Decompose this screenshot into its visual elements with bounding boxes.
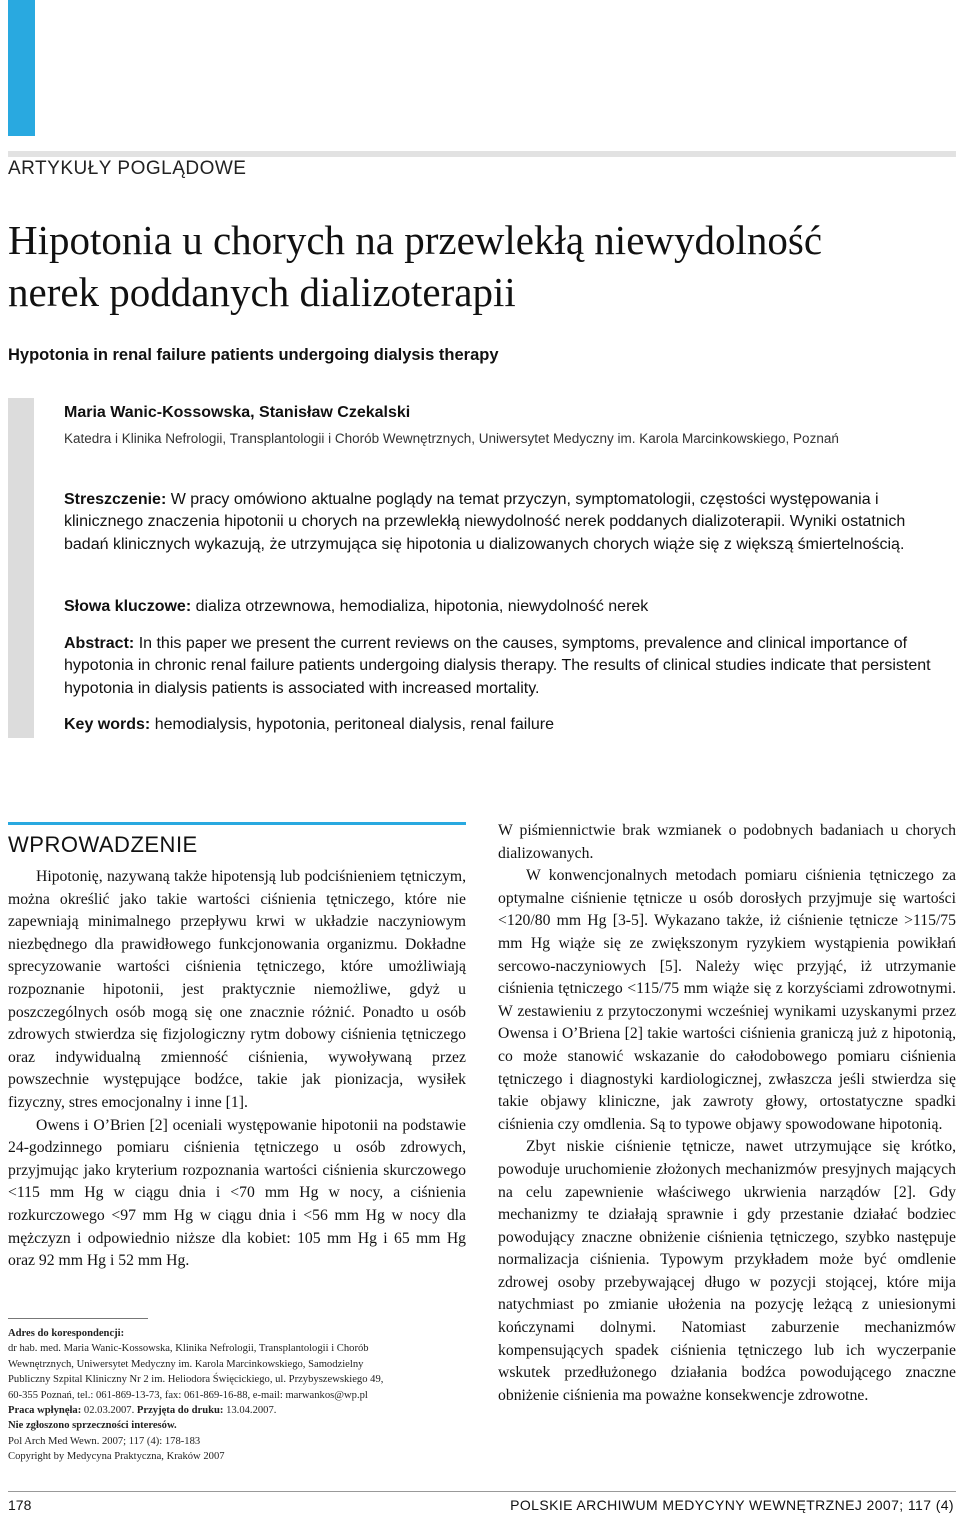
- footnote-line: 60-355 Poznań, tel.: 061-869-13-73, fax: 061-869-16-88, e-mail: marwankos@wp.pl: [8, 1389, 368, 1401]
- article-title: [8, 214, 948, 318]
- paragraph: Zbyt niskie ciśnienie tętnicze, nawet utrzymujące się krótko, powoduje uruchomienie złożonych mechanizmów presyjnych mających na celu zapewnienie właściwego ukrwienia narządów [2]. Gdy mechanizmy te działają sprawnie i gdy przestanie działać bodziec powodujący znaczne obniżenie ciśnienia tętniczego, szybko następuje normalizacja ciśnienia. Typowym przykładem może być omdlenie zdrowej osoby przebywającej długo w pozycji stojącej, które mija natychmiast po zmianie ułożenia na pozycję leżącą z uniesionymi kończynami dolnymi. Natomiast zaburzenie mechanizmów kompensujących spadek ciśnienia tętniczego lub ich wyczerpanie wskutek przedłużonego działania bodźca powodującego znaczne obniżenie ciśnienia ma poważne konsekwencje zdrowotne.: [498, 1138, 956, 1404]
- journal-footer: POLSKIE ARCHIWUM MEDYCYNY WEWNĘTRZNEJ 2007; 117 (4): [510, 1497, 954, 1513]
- abstract-text: In this paper we present the current reviews on the causes, symptoms, prevalence and clinical importance of hypotonia in chronic renal failure patients undergoing dialysis therapy. The results of clinical studies indicate that persistent hypotonia in dialysis patients is associated with increased mortality.: [64, 635, 931, 697]
- streszczenie-label: Streszczenie:: [64, 491, 167, 508]
- footnote-conflict: Nie zgłoszono sprzeczności interesów.: [8, 1420, 177, 1432]
- footnote-rule: [8, 1318, 148, 1319]
- slowa-kluczowe-text: dializa otrzewnowa, hemodializa, hipotonia, niewydolność nerek: [195, 598, 649, 615]
- section-rule: [8, 822, 466, 825]
- title-line-2: nerek poddanych dializoterapii: [8, 269, 516, 315]
- abstract-label: Abstract:: [64, 635, 135, 652]
- accent-bar: [8, 0, 35, 136]
- footnote-copyright: Copyright by Medycyna Praktyczna, Kraków 2007: [8, 1451, 225, 1463]
- streszczenie: [64, 489, 944, 556]
- footnote-line: dr hab. med. Maria Wanic-Kossowska, Klinika Nefrologii, Transplantologii i Chorób: [8, 1343, 369, 1355]
- section-label: ARTYKUŁY POGLĄDOWE: [8, 158, 247, 179]
- abstract-side-bar: [8, 398, 34, 738]
- page-number: 178: [8, 1497, 32, 1513]
- slowa-kluczowe: [64, 596, 944, 618]
- affiliation: Katedra i Klinika Nefrologii, Transplantologii i Chorób Wewnętrznych, Uniwersytet Medyczny im. Karola Marcinkowskiego, Poznań: [64, 431, 839, 446]
- footnote-line: Publiczny Szpital Kliniczny Nr 2 im. Heliodora Święcickiego, ul. Przybyszewskiego 49,: [8, 1374, 384, 1386]
- correspondence-footnote: [8, 1326, 466, 1465]
- key-words: [64, 714, 944, 736]
- paragraph: W piśmiennictwie brak wzmianek o podobnych badaniach u chorych dializowanych.: [498, 822, 956, 862]
- paragraph: Hipotonię, nazywaną także hipotensją lub podciśnieniem tętniczym, można określić jako takie wartości ciśnienia tętniczego, które nie zapewniają minimalnego przepływu krwi w układzie naczyniowym niezbędnego dla prawidłowego funkcjonowania organizmu. Dokładne sprecyzowanie wartości ciśnienia tętniczego, które umożliwiają rozpoznanie hipotonii, jest praktycznie niemożliwe, gdyż u poszczególnych osób mogą się one znacznie różnić. Ponadto u osób zdrowych stwierdza się fizjologiczny rytm dobowy ciśnienia tętniczego oraz indywidualną zmienność ciśnienia, wywoływaną przez powszechnie występujące bodźce, takie jak pionizacja, wysiłek fizyczny, stres emocjonalny i inne [1].: [8, 868, 466, 1111]
- footnote-dates: Praca wpłynęła: 02.03.2007. Przyjęta do druku: 13.04.2007.: [8, 1405, 277, 1417]
- authors: Maria Wanic-Kossowska, Stanisław Czekalski: [64, 404, 411, 421]
- abstract: [64, 633, 944, 700]
- header-rule: [8, 151, 956, 157]
- paragraph: Owens i O’Brien [2] oceniali występowanie hipotonii na podstawie 24-godzinnego pomiaru ciśnienia tętniczego u osób zdrowych, przyjmując jako kryterium rozpoznania wartości ciśnienia skurczowego <115 mm Hg w ciągu dnia i <70 mm Hg w nocy, a ciśnienia rozkurczowego <97 mm Hg w ciągu dnia i <56 mm Hg w nocy dla mężczyzn i odpowiednio niższe dla kobiet: 105 mm Hg i 65 mm Hg oraz 92 mm Hg i 52 mm Hg.: [8, 1116, 466, 1270]
- streszczenie-text: W pracy omówiono aktualne poglądy na temat przyczyn, symptomatologii, częstości występowania i klinicznego znaczenia hipotonii u chorych na przewlekłą niewydolność nerek poddanych dializoterapii. Wyniki ostatnich badań klinicznych wykazują, że utrzymująca się hipotonia u dializowanych chorych wiąże się z większą śmiertelnością.: [64, 491, 906, 553]
- key-words-text: hemodialysis, hypotonia, peritoneal dialysis, renal failure: [154, 716, 555, 733]
- left-column: [8, 866, 466, 1273]
- key-words-label: Key words:: [64, 716, 151, 733]
- footer-rule: [8, 1491, 956, 1492]
- paragraph: W konwencjonalnych metodach pomiaru ciśnienia tętniczego za optymalne ciśnienie tętnicze u osób dorosłych przyjmuje się wartości <120/80 mm Hg [3-5]. Wykazano także, iż ciśnienie tętnicze >115/75 mm Hg wiąże się ze zwiększonym ryzykiem wystąpienia powikłań sercowo-naczyniowych [5]. Należy więc przyjąć, iż utrzymanie ciśnienia tętniczego <115/75 mm wiąże się z korzyściami zdrowotnymi. W zestawieniu z przytoczonymi wcześniej wynikami uzyskanymi przez Owensa i O’Briena [2] takie wartości ciśnienia graniczą już z hipotonią, co może stanowić wskazanie do całodobowego pomiaru ciśnienia tętniczego i diagnostyki kardiologicznej, zwłaszcza jeśli stwierdza się takie objawy kliniczne, jak zawroty głowy, ortostatyczne spadki ciśnienia czy omdlenia. Są to typowe objawy spowodowane hipotonią.: [498, 867, 956, 1133]
- footnote-heading: Adres do korespondencji:: [8, 1328, 125, 1339]
- section-heading: WPROWADZENIE: [8, 832, 198, 857]
- title-line-1: Hipotonia u chorych na przewlekłą niewydolność: [8, 217, 823, 263]
- footnote-line: Wewnętrznych, Uniwersytet Medyczny im. Karola Marcinkowskiego, Samodzielny: [8, 1358, 364, 1370]
- slowa-kluczowe-label: Słowa kluczowe:: [64, 598, 192, 615]
- footnote-citation: Pol Arch Med Wewn. 2007; 117 (4): 178-183: [8, 1435, 201, 1447]
- right-column: [498, 820, 956, 1407]
- english-title: Hypotonia in renal failure patients undergoing dialysis therapy: [8, 346, 499, 364]
